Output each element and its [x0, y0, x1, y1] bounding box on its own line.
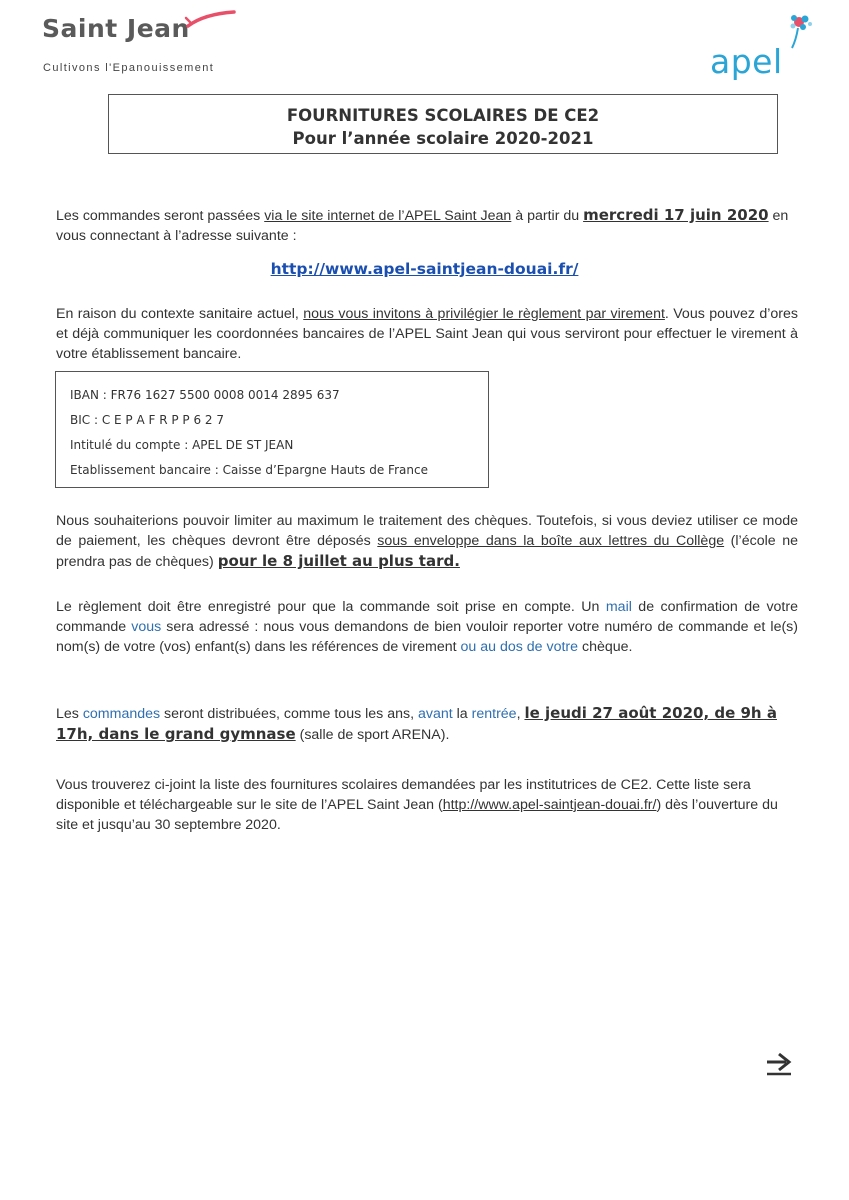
cheques-deadline: pour le 8 juillet au plus tard. — [217, 552, 460, 570]
iban: IBAN : FR76 1627 5500 0008 0014 2895 637 — [70, 388, 340, 402]
cheques-text-2: (l’école ne prendra pas de chèques) — [56, 533, 798, 570]
closing-text-1: Vous trouverez ci-joint la liste des fournitures scolaires demandées par les institutrices de CE2. Cette liste sera disponible et téléchargeable sur le site de l’APEL Saint Jean ( — [56, 777, 751, 813]
registration-paragraph — [56, 597, 798, 657]
account-name: Intitulé du compte : APEL DE ST JEAN — [70, 438, 294, 452]
distribution-avant: avant — [417, 706, 453, 722]
arrow-right-icon[interactable] — [764, 1050, 796, 1078]
orders-apel-site: via le site internet de l’APEL Saint Jean — [264, 208, 512, 224]
registration-text-1: Le règlement doit être enregistré pour que la commande soit prise en compte. Un — [56, 599, 606, 615]
distribution-rentree: rentrée — [471, 706, 517, 722]
distribution-text-5: (salle de sport ARENA). — [295, 727, 450, 743]
distribution-date-place: le jeudi 27 août 2020, de 9h à 17h, dans le grand gymnase — [56, 704, 777, 743]
registration-text-2: de confirmation de votre commande — [56, 599, 798, 635]
orders-paragraph — [56, 205, 798, 246]
title-box — [108, 94, 778, 154]
registration-cheque-back: ou au dos de votre — [460, 639, 579, 655]
apel-logo-text: apel — [710, 42, 783, 81]
orders-date: mercredi 17 juin 2020 — [583, 206, 769, 224]
registration-vous: vous — [131, 619, 162, 635]
distribution-text-4: , — [516, 706, 525, 722]
distribution-paragraph — [56, 703, 798, 745]
school-year: Pour l’année scolaire 2020-2021 — [292, 129, 594, 148]
distribution-text-3: la — [452, 706, 472, 722]
orders-text-2: à partir du — [511, 208, 584, 224]
payment-transfer-emphasis: nous vous invitons à privilégier le règlement par virement — [303, 306, 665, 322]
document-title: FOURNITURES SCOLAIRES DE CE2 — [286, 106, 600, 125]
distribution-text-2: seront distribuées, comme tous les ans, — [160, 706, 418, 722]
closing-link[interactable]: http://www.apel-saintjean-douai.fr/ — [442, 797, 657, 813]
saint-jean-swoosh-icon — [182, 8, 242, 32]
school-tagline: Cultivons l'Epanouissement — [43, 62, 215, 74]
saint-jean-logo-text: Saint Jean — [42, 14, 190, 43]
registration-text-4: chèque. — [578, 639, 633, 655]
cheques-text-1: Nous souhaiterions pouvoir limiter au maximum le traitement des chèques. Toutefois, si vous deviez utiliser ce mode de paiement, les chèques devront être déposés — [56, 513, 798, 549]
cheques-mailbox: sous enveloppe dans la boîte aux lettres du Collège — [377, 533, 725, 549]
payment-text-1: En raison du contexte sanitaire actuel, — [56, 306, 304, 322]
orders-text-1: Les commandes seront passées — [56, 208, 265, 224]
distribution-text-1: Les — [56, 706, 83, 722]
apel-website-link[interactable]: http://www.apel-saintjean-douai.fr/ — [270, 260, 579, 278]
orders-text-3: en vous connectant à l’adresse suivante : — [56, 208, 789, 244]
bic: BIC : C E P A F R P P 6 2 7 — [70, 413, 224, 427]
cheques-paragraph — [56, 511, 798, 572]
registration-text-3: sera adressé : nous vous demandons de bien vouloir reporter votre numéro de commande et le(s) nom(s) de votre (vos) enfant(s) dans les références de virement — [56, 619, 798, 655]
closing-text-2: ) dès l’ouverture du site et jusqu’au 30 septembre 2020. — [56, 797, 778, 833]
distribution-commandes: commandes — [82, 706, 161, 722]
registration-mail: mail — [605, 599, 632, 615]
payment-text-2: . Vous pouvez d’ores et déjà communiquer les coordonnées bancaires de l’APEL Saint Jean qui vous serviront pour effectuer le virement à votre établissement bancaire. — [56, 306, 798, 362]
payment-paragraph — [56, 304, 798, 364]
bank-institution: Etablissement bancaire : Caisse d’Epargne Hauts de France — [70, 463, 428, 477]
bank-details-box — [55, 371, 489, 488]
closing-paragraph — [56, 775, 798, 835]
